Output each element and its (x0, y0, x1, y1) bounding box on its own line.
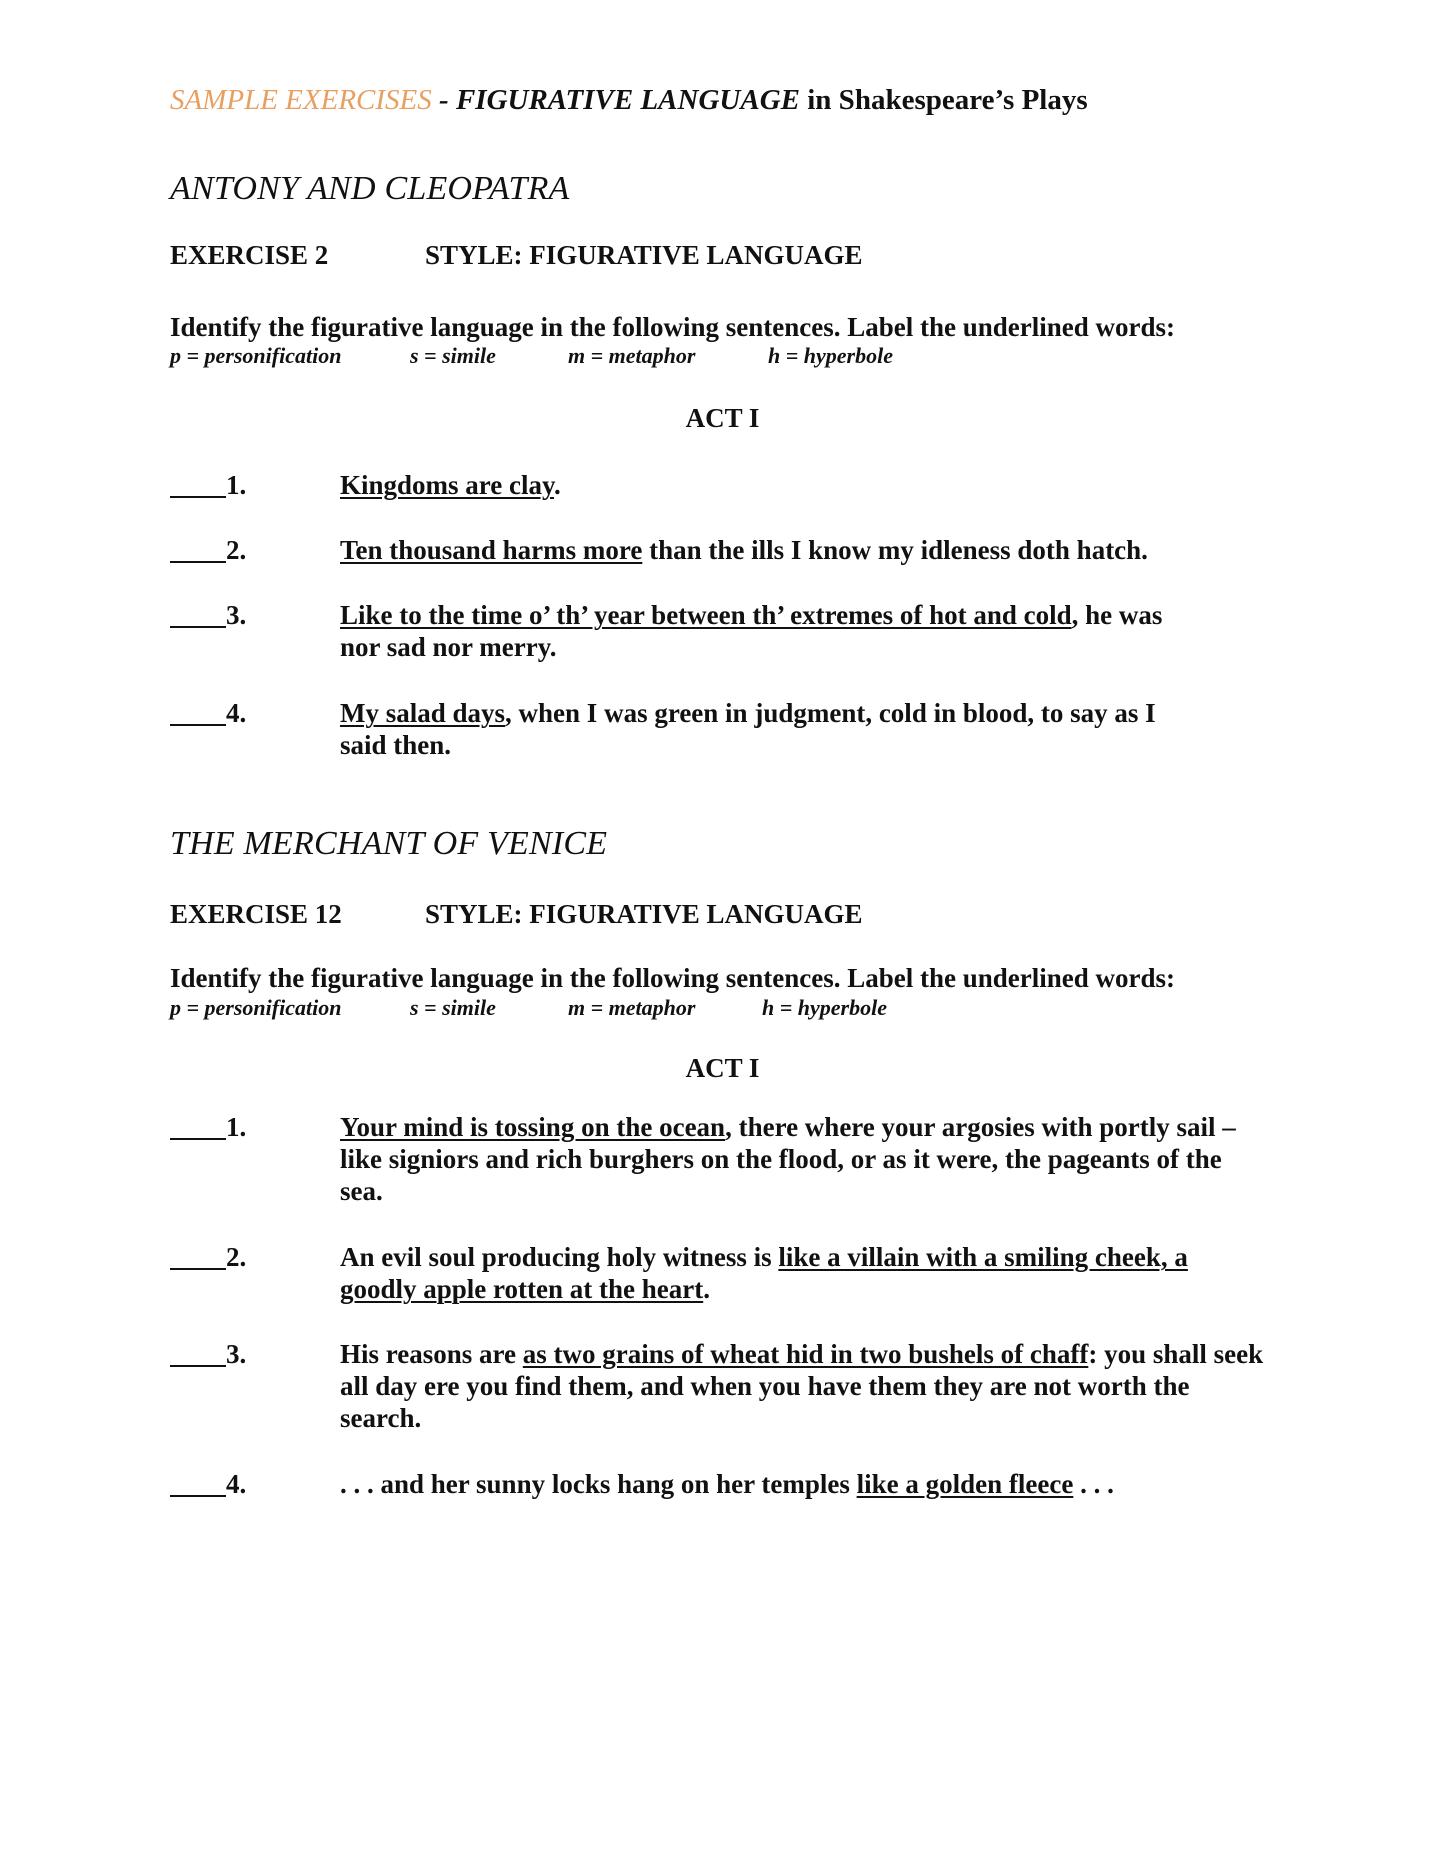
plain-text: . . . (1073, 1469, 1114, 1499)
item-text (340, 469, 1445, 501)
item-number: 2. (226, 535, 247, 565)
plain-text: , he was nor sad nor merry. (340, 600, 1163, 662)
header-figurative-language: FIGURATIVE LANGUAGE (455, 84, 800, 116)
header-dash: - (431, 84, 456, 116)
exercise-style: STYLE: FIGURATIVE LANGUAGE (425, 240, 863, 270)
instruction-text: Identify the figurative language in the following sentences. Label the underlined words: (170, 312, 1176, 342)
plain-text: . (703, 1274, 710, 1304)
key-simile: s = simile (410, 995, 496, 1020)
exercise-style: STYLE: FIGURATIVE LANGUAGE (425, 899, 863, 929)
plain-text: . . . and her sunny locks hang on her temples (340, 1469, 857, 1499)
key-metaphor: m = metaphor (568, 343, 696, 368)
item-text (340, 697, 1200, 761)
item-number: 4. (226, 1469, 247, 1499)
plain-text: : you shall seek all day ere you find them, and when you have them they are not worth the search. (340, 1339, 1264, 1433)
exercise-line (170, 899, 863, 930)
header-sample-label: SAMPLE EXERCISES (170, 84, 432, 116)
underlined-phrase: My salad days (340, 698, 506, 728)
item-text (340, 1241, 1270, 1305)
item-text (340, 1111, 1270, 1207)
exercise-line (170, 240, 863, 271)
answer-blank[interactable] (170, 599, 226, 628)
label-key (170, 995, 1270, 1025)
key-metaphor: m = metaphor (568, 995, 696, 1020)
underlined-phrase: like a villain with a smiling cheek, a goodly apple rotten at the heart (340, 1242, 1188, 1304)
answer-blank[interactable] (170, 697, 226, 726)
key-personification: p = personification (170, 343, 342, 368)
key-personification: p = personification (170, 995, 342, 1020)
item-text (340, 599, 1200, 663)
item-number: 1. (226, 1112, 247, 1142)
item-number: 2. (226, 1242, 247, 1272)
plain-text: An evil soul producing holy witness is (340, 1242, 779, 1272)
plain-text: . (554, 470, 561, 500)
item-text (340, 534, 1445, 566)
underlined-phrase: Kingdoms are clay (340, 470, 555, 500)
item-text (340, 1338, 1270, 1434)
play-title: ANTONY AND CLEOPATRA (170, 170, 570, 207)
header-rest: in Shakespeare’s Plays (800, 84, 1088, 116)
item-text (340, 1468, 1270, 1500)
underlined-phrase: Your mind is tossing on the ocean (340, 1112, 726, 1142)
plain-text: His reasons are (340, 1339, 523, 1369)
answer-blank[interactable] (170, 1111, 226, 1140)
play-title: THE MERCHANT OF VENICE (170, 825, 608, 862)
key-hyperbole: h = hyperbole (762, 995, 887, 1020)
item-number: 3. (226, 600, 247, 630)
item-number: 1. (226, 470, 247, 500)
answer-blank[interactable] (170, 534, 226, 563)
answer-blank[interactable] (170, 1338, 226, 1367)
item-number: 3. (226, 1339, 247, 1369)
plain-text: , there where your argosies with portly sail – like signiors and rich burghers on the flood, or as it were, the pageants of the sea. (340, 1112, 1236, 1206)
instruction-text: Identify the figurative language in the following sentences. Label the underlined words: (170, 963, 1176, 993)
answer-blank[interactable] (170, 469, 226, 498)
exercise-number: EXERCISE 2 (170, 240, 329, 270)
plain-text: than the ills I know my idleness doth hatch. (642, 535, 1148, 565)
act-heading: ACT I (685, 403, 760, 433)
underlined-phrase: as two grains of wheat hid in two bushels of chaff (522, 1339, 1089, 1369)
underlined-phrase: like a golden fleece (856, 1469, 1074, 1499)
answer-blank[interactable] (170, 1241, 226, 1270)
key-simile: s = simile (410, 343, 496, 368)
item-number: 4. (226, 698, 247, 728)
exercise-number: EXERCISE 12 (170, 899, 342, 929)
page-header (170, 84, 1088, 117)
act-heading: ACT I (685, 1053, 760, 1083)
plain-text: , when I was green in judgment, cold in blood, to say as I said then. (340, 698, 1156, 760)
underlined-phrase: Ten thousand harms more (340, 535, 643, 565)
label-key (170, 343, 1270, 373)
answer-blank[interactable] (170, 1468, 226, 1497)
underlined-phrase: Like to the time o’ th’ year between th’ extremes of hot and cold (340, 600, 1072, 630)
key-hyperbole: h = hyperbole (768, 343, 893, 368)
